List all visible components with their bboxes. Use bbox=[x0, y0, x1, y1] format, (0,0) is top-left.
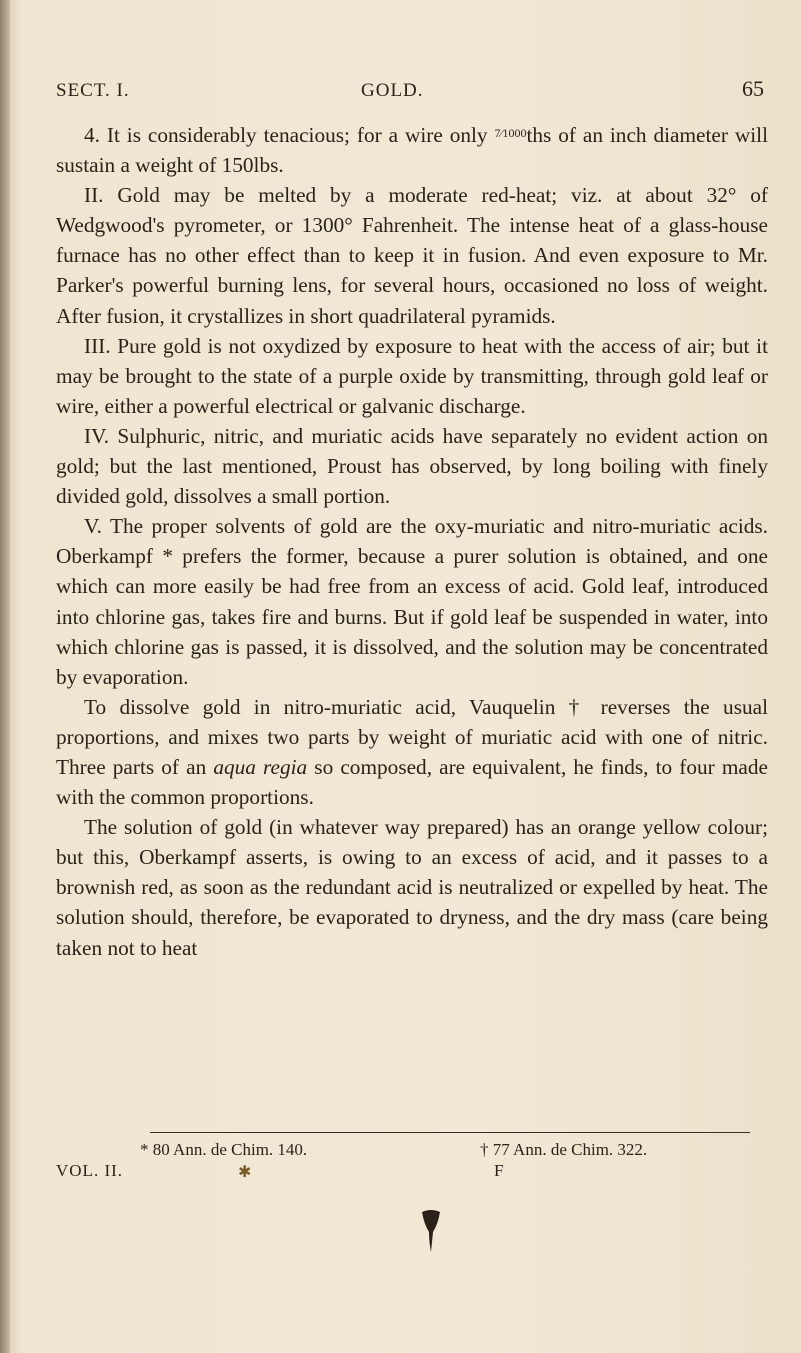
volume-label: VOL. II. bbox=[56, 1161, 124, 1180]
paragraph-ii: II. Gold may be melted by a moderate red-heat; viz. at about 32° of Wedgwood's pyrometer, or 1300° Fahrenheit. The intense heat of a glass-house furnace has no other effect than to keep it in fusion. And even exposure to Mr. Parker's powerful burning lens, for several hours, occasioned no loss of weight. After fusion, it crystallizes in short quadrilateral pyramids. bbox=[56, 183, 768, 328]
page-body bbox=[56, 118, 768, 963]
paragraph-4-text-a: 4. It is considerably tenacious; for a wire only bbox=[84, 123, 495, 147]
section-label: SECT. I. bbox=[56, 80, 130, 101]
running-header bbox=[56, 76, 764, 110]
paragraph-iv: IV. Sulphuric, nitric, and muriatic acids have separately no evident action on gold; but the last mentioned, Proust has observed, by long boiling with finely divided gold, dissolves a small portion. bbox=[56, 423, 768, 509]
paragraph-solution: The solution of gold (in whatever way prepared) has an orange yellow colour; but this, Oberkampf asserts, is owing to an excess of acid, and it passes to a brownish red, as soon as the redundant acid is neutralized or expelled by heat. The solution should, therefore, be evaporated to dryness, and the dry mass (care being taken not to heat bbox=[56, 815, 768, 960]
page-number: 65 bbox=[742, 76, 764, 101]
paragraph-v: V. The proper solvents of gold are the oxy-muriatic and nitro-muriatic acids. Oberkampf * prefers the former, because a purer solution is obtained, and one which can more easily be had free from an excess of acid. Gold leaf, introduced into chlorine gas, takes fire and burns. But if gold leaf be suspended in water, into which chlorine gas is passed, it is dissolved, and the solution may be concentrated by evaporation. bbox=[56, 514, 768, 689]
fraction-denominator: 1000 bbox=[502, 126, 527, 140]
page-spine-shadow bbox=[0, 0, 10, 1353]
fraction-numerator: 7 bbox=[494, 126, 501, 140]
header-title: GOLD. bbox=[361, 80, 424, 101]
fraction: 7⁄1000 bbox=[494, 126, 527, 140]
paragraph-iii: III. Pure gold is not oxydized by exposure to heat with the access of air; but it may be brought to the state of a purple oxide by transmitting, through gold leaf or wire, either a powerful electrical or galvanic discharge. bbox=[56, 333, 768, 418]
aqua-regia-term: aqua regia bbox=[213, 754, 308, 779]
footnote-rule bbox=[150, 1132, 750, 1133]
paragraph-vauquelin bbox=[56, 692, 768, 812]
ink-blot-icon: ✱ bbox=[238, 1164, 252, 1181]
signature-line bbox=[56, 1161, 768, 1185]
signature-letter: F bbox=[494, 1161, 505, 1180]
paragraph-vauquelin-text-a: To dissolve gold in nitro-muriatic acid, Vauquelin † reverses the usual proportions, and mixes two parts by weight of muriatic acid with one of nitric. Three parts of an bbox=[56, 694, 768, 779]
paragraph-vauquelin-text-b: so composed, are equivalent, he finds, to four made with the common proportions. bbox=[56, 754, 768, 810]
paragraph-4 bbox=[56, 118, 768, 180]
printer-ornament-icon bbox=[416, 1208, 446, 1254]
footnote-1: * 80 Ann. de Chim. 140. bbox=[140, 1140, 308, 1159]
footnote-2: † 77 Ann. de Chim. 322. bbox=[480, 1140, 648, 1159]
paragraph-4-text-b: ths of an inch diameter will sustain a weight of 150lbs. bbox=[56, 123, 768, 178]
